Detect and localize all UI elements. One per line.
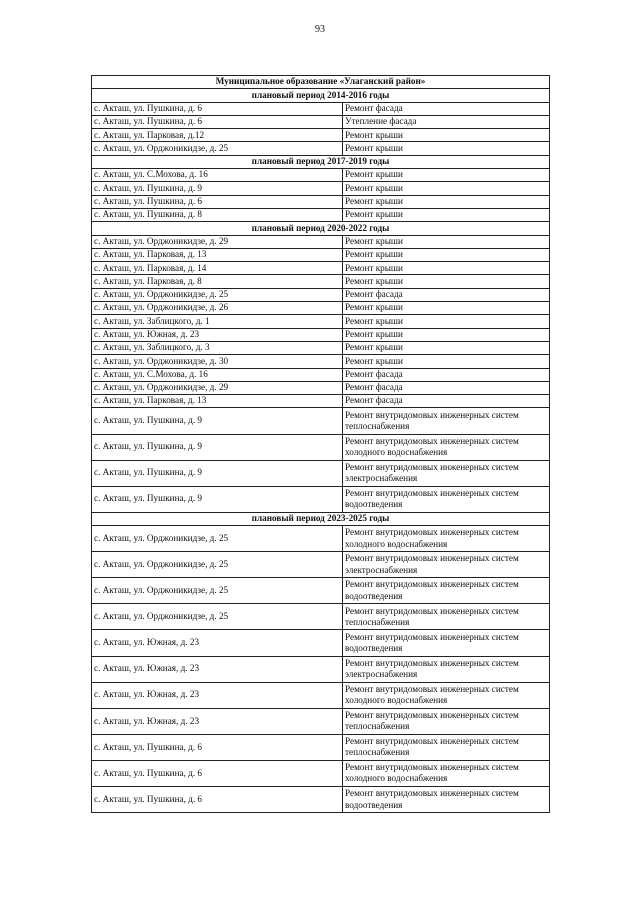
table-row <box>92 195 550 208</box>
address-cell: с. Акташ, ул. Пушкина, д. 9 <box>92 408 343 434</box>
page-number: 93 <box>315 24 325 35</box>
address-cell: с. Акташ, ул. С.Мохова, д. 16 <box>92 169 343 182</box>
address-cell: с. Акташ, ул. Парковая, д. 13 <box>92 248 343 261</box>
address-cell: с. Акташ, ул. Южная, д. 23 <box>92 656 343 682</box>
repair-schedule-body <box>92 76 550 813</box>
period-title: плановый период 2014-2016 годы <box>92 89 550 102</box>
work-type-cell: Ремонт фасада <box>343 288 550 301</box>
address-cell: с. Акташ, ул. Пушкина, д. 9 <box>92 486 343 512</box>
work-type-cell: Ремонт внутридомовых инженерных систем водоотведения <box>343 630 550 656</box>
table-row <box>92 262 550 275</box>
work-type-cell: Ремонт внутридомовых инженерных систем холодного водоснабжения <box>343 526 550 552</box>
address-cell: с. Акташ, ул. Орджоникидзе, д. 29 <box>92 235 343 248</box>
work-type-cell: Ремонт внутридомовых инженерных систем электроснабжения <box>343 460 550 486</box>
work-type-cell: Ремонт внутридомовых инженерных систем электроснабжения <box>343 656 550 682</box>
table-row <box>92 381 550 394</box>
address-cell: с. Акташ, ул. Орджоникидзе, д. 26 <box>92 302 343 315</box>
work-type-cell: Ремонт крыши <box>343 195 550 208</box>
table-row <box>92 208 550 221</box>
table-row <box>92 395 550 408</box>
period-header-row <box>92 222 550 235</box>
work-type-cell: Ремонт внутридомовых инженерных систем теплоснабжения <box>343 708 550 734</box>
table-row <box>92 368 550 381</box>
table-row <box>92 182 550 195</box>
table-row <box>92 288 550 301</box>
table-row <box>92 682 550 708</box>
address-cell: с. Акташ, ул. Орджоникидзе, д. 25 <box>92 142 343 155</box>
work-type-cell: Ремонт крыши <box>343 341 550 354</box>
work-type-cell: Ремонт крыши <box>343 275 550 288</box>
address-cell: с. Акташ, ул. Заблицкого, д. 1 <box>92 315 343 328</box>
table-row <box>92 630 550 656</box>
work-type-cell: Ремонт крыши <box>343 355 550 368</box>
table-row <box>92 328 550 341</box>
address-cell: с. Акташ, ул. Орджоникидзе, д. 25 <box>92 604 343 630</box>
address-cell: с. Акташ, ул. Орджоникидзе, д. 25 <box>92 288 343 301</box>
work-type-cell: Ремонт крыши <box>343 248 550 261</box>
address-cell: с. Акташ, ул. Орджоникидзе, д. 30 <box>92 355 343 368</box>
period-header-row <box>92 512 550 525</box>
period-title: плановый период 2023-2025 годы <box>92 512 550 525</box>
address-cell: с. Акташ, ул. Парковая, д.12 <box>92 129 343 142</box>
table-row <box>92 526 550 552</box>
address-cell: с. Акташ, ул. Пушкина, д. 6 <box>92 115 343 128</box>
work-type-cell: Ремонт фасада <box>343 368 550 381</box>
address-cell: с. Акташ, ул. Орджоникидзе, д. 29 <box>92 381 343 394</box>
work-type-cell: Ремонт внутридомовых инженерных систем водоотведения <box>343 787 550 813</box>
address-cell: с. Акташ, ул. Пушкина, д. 6 <box>92 787 343 813</box>
work-type-cell: Ремонт внутридомовых инженерных систем водоотведения <box>343 486 550 512</box>
table-row <box>92 129 550 142</box>
table-row <box>92 115 550 128</box>
address-cell: с. Акташ, ул. Пушкина, д. 6 <box>92 734 343 760</box>
table-row <box>92 235 550 248</box>
table-row <box>92 434 550 460</box>
address-cell: с. Акташ, ул. Южная, д. 23 <box>92 682 343 708</box>
work-type-cell: Ремонт фасада <box>343 395 550 408</box>
address-cell: с. Акташ, ул. Парковая, д. 13 <box>92 395 343 408</box>
period-header-row <box>92 89 550 102</box>
work-type-cell: Ремонт внутридомовых инженерных систем теплоснабжения <box>343 408 550 434</box>
address-cell: с. Акташ, ул. С.Мохова, д. 16 <box>92 368 343 381</box>
work-type-cell: Ремонт крыши <box>343 142 550 155</box>
work-type-cell: Ремонт внутридомовых инженерных систем водоотведения <box>343 578 550 604</box>
address-cell: с. Акташ, ул. Пушкина, д. 9 <box>92 460 343 486</box>
table-row <box>92 248 550 261</box>
table-row <box>92 315 550 328</box>
address-cell: с. Акташ, ул. Орджоникидзе, д. 25 <box>92 526 343 552</box>
work-type-cell: Ремонт внутридомовых инженерных систем холодного водоснабжения <box>343 434 550 460</box>
address-cell: с. Акташ, ул. Пушкина, д. 6 <box>92 760 343 786</box>
work-type-cell: Ремонт крыши <box>343 235 550 248</box>
table-row <box>92 486 550 512</box>
work-type-cell: Ремонт фасада <box>343 102 550 115</box>
table-row <box>92 656 550 682</box>
work-type-cell: Ремонт крыши <box>343 182 550 195</box>
work-type-cell: Ремонт внутридомовых инженерных систем холодного водоснабжения <box>343 682 550 708</box>
work-type-cell: Ремонт внутридомовых инженерных систем электроснабжения <box>343 552 550 578</box>
repair-schedule-table <box>91 75 550 813</box>
work-type-cell: Ремонт фасада <box>343 381 550 394</box>
table-row <box>92 760 550 786</box>
address-cell: с. Акташ, ул. Пушкина, д. 8 <box>92 208 343 221</box>
work-type-cell: Ремонт внутридомовых инженерных систем теплоснабжения <box>343 604 550 630</box>
address-cell: с. Акташ, ул. Заблицкого, д. 3 <box>92 341 343 354</box>
work-type-cell: Утепление фасада <box>343 115 550 128</box>
table-row <box>92 302 550 315</box>
table-row <box>92 552 550 578</box>
work-type-cell: Ремонт крыши <box>343 302 550 315</box>
table-row <box>92 604 550 630</box>
address-cell: с. Акташ, ул. Южная, д. 23 <box>92 328 343 341</box>
address-cell: с. Акташ, ул. Пушкина, д. 6 <box>92 195 343 208</box>
work-type-cell: Ремонт крыши <box>343 328 550 341</box>
address-cell: с. Акташ, ул. Парковая, д. 8 <box>92 275 343 288</box>
address-cell: с. Акташ, ул. Парковая, д. 14 <box>92 262 343 275</box>
municipality-row <box>92 76 550 89</box>
table-row <box>92 787 550 813</box>
period-header-row <box>92 155 550 168</box>
work-type-cell: Ремонт крыши <box>343 315 550 328</box>
municipality-title: Муниципальное образование «Улаганский район» <box>92 76 550 89</box>
table-row <box>92 142 550 155</box>
table-row <box>92 341 550 354</box>
period-title: плановый период 2020-2022 годы <box>92 222 550 235</box>
work-type-cell: Ремонт крыши <box>343 129 550 142</box>
table-row <box>92 102 550 115</box>
work-type-cell: Ремонт внутридомовых инженерных систем холодного водоснабжения <box>343 760 550 786</box>
work-type-cell: Ремонт крыши <box>343 169 550 182</box>
table-row <box>92 408 550 434</box>
address-cell: с. Акташ, ул. Орджоникидзе, д. 25 <box>92 578 343 604</box>
table-row <box>92 169 550 182</box>
address-cell: с. Акташ, ул. Орджоникидзе, д. 25 <box>92 552 343 578</box>
table-row <box>92 734 550 760</box>
address-cell: с. Акташ, ул. Пушкина, д. 9 <box>92 182 343 195</box>
table-row <box>92 460 550 486</box>
table-row <box>92 355 550 368</box>
table-row <box>92 578 550 604</box>
address-cell: с. Акташ, ул. Пушкина, д. 9 <box>92 434 343 460</box>
work-type-cell: Ремонт крыши <box>343 208 550 221</box>
address-cell: с. Акташ, ул. Южная, д. 23 <box>92 708 343 734</box>
work-type-cell: Ремонт крыши <box>343 262 550 275</box>
table-row <box>92 275 550 288</box>
work-type-cell: Ремонт внутридомовых инженерных систем теплоснабжения <box>343 734 550 760</box>
table-row <box>92 708 550 734</box>
address-cell: с. Акташ, ул. Южная, д. 23 <box>92 630 343 656</box>
address-cell: с. Акташ, ул. Пушкина, д. 6 <box>92 102 343 115</box>
period-title: плановый период 2017-2019 годы <box>92 155 550 168</box>
